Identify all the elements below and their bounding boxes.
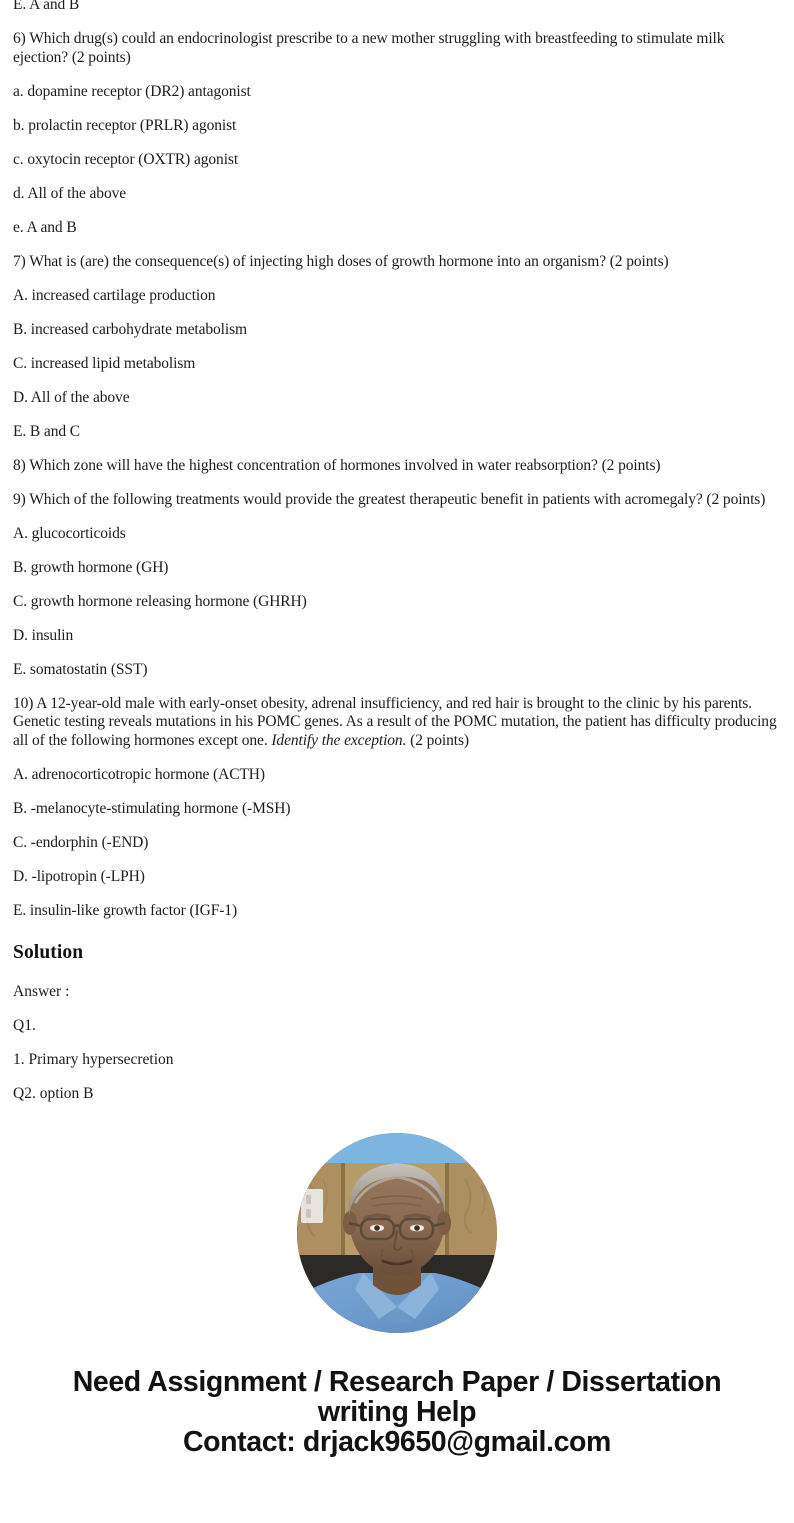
question-option: C. increased lipid metabolism	[13, 354, 196, 372]
solution-q1-answer: 1. Primary hypersecretion	[13, 1051, 174, 1068]
q10-stem-part1: 10) A 12-year-old male with early-onset obesity, adrenal insufficiency, and red hair is brought to the clinic by his parents. Genetic testing reveals mutations in his POMC genes. As a result of the POMC mutation, the patient has difficulty producing all of the following hormones except one.	[13, 694, 777, 749]
q10-stem-part2: (2 points)	[406, 731, 469, 749]
question-option: E. insulin-like growth factor (IGF-1)	[13, 901, 238, 919]
promo-headline-continued: writing Help	[317, 1396, 477, 1428]
question-option: B. increased carbohydrate metabolism	[13, 320, 247, 338]
avatar	[297, 1133, 497, 1333]
promo-headline: Need Assignment / Research Paper / Dissertation	[72, 1366, 722, 1398]
question-option: A. increased cartilage production	[13, 286, 216, 304]
solution-answer-label: Answer :	[13, 983, 70, 1000]
question-option: e. A and B	[13, 218, 77, 236]
question-text: E. A and B	[13, 0, 80, 13]
solution-q2-answer: Q2. option B	[13, 1085, 94, 1102]
question-option: D. insulin	[13, 626, 74, 644]
question-option: d. All of the above	[13, 184, 127, 202]
question-option: b. prolactin receptor (PRLR) agonist	[13, 116, 237, 134]
question-text: 7) What is (are) the consequence(s) of injecting high doses of growth hormone into an organism? (2 points)	[13, 252, 669, 270]
question-text: 8) Which zone will have the highest concentration of hormones involved in water reabsorption? (2 points)	[13, 456, 661, 474]
solution-section	[0, 942, 794, 1103]
q10-stem-italic: Identify the exception.	[271, 731, 407, 749]
question-option: B. growth hormone (GH)	[13, 558, 169, 576]
question-text: 9) Which of the following treatments would provide the greatest therapeutic benefit in patients with acromegaly? (2 points)	[13, 490, 766, 508]
question-option: c. oxytocin receptor (OXTR) agonist	[13, 150, 239, 168]
question-option: C. -endorphin (-END)	[13, 833, 149, 851]
question-option: A. adrenocorticotropic hormone (ACTH)	[13, 765, 265, 783]
question-option: a. dopamine receptor (DR2) antagonist	[13, 82, 251, 100]
question-option: A. glucocorticoids	[13, 524, 126, 542]
promo-contact: Contact: drjack9650@gmail.com	[182, 1426, 611, 1458]
question-text-q10	[0, 695, 794, 751]
question-text: 6) Which drug(s) could an endocrinologist prescribe to a new mother struggling with breastfeeding to stimulate milk ejection? (2 points)	[13, 30, 725, 66]
question-option: D. -lipotropin (-LPH)	[13, 867, 145, 885]
question-option: E. somatostatin (SST)	[13, 660, 148, 678]
solution-q1-label: Q1.	[13, 1017, 36, 1034]
promo-footer	[0, 1367, 794, 1458]
question-option: B. -melanocyte-stimulating hormone (-MSH)	[13, 799, 291, 817]
solution-heading: Solution	[13, 942, 84, 963]
question-option: C. growth hormone releasing hormone (GHRH)	[13, 592, 307, 610]
avatar-portrait-icon	[297, 1133, 497, 1333]
question-option: E. B and C	[13, 422, 81, 440]
question-option: D. All of the above	[13, 388, 130, 406]
avatar-container	[0, 1133, 794, 1333]
